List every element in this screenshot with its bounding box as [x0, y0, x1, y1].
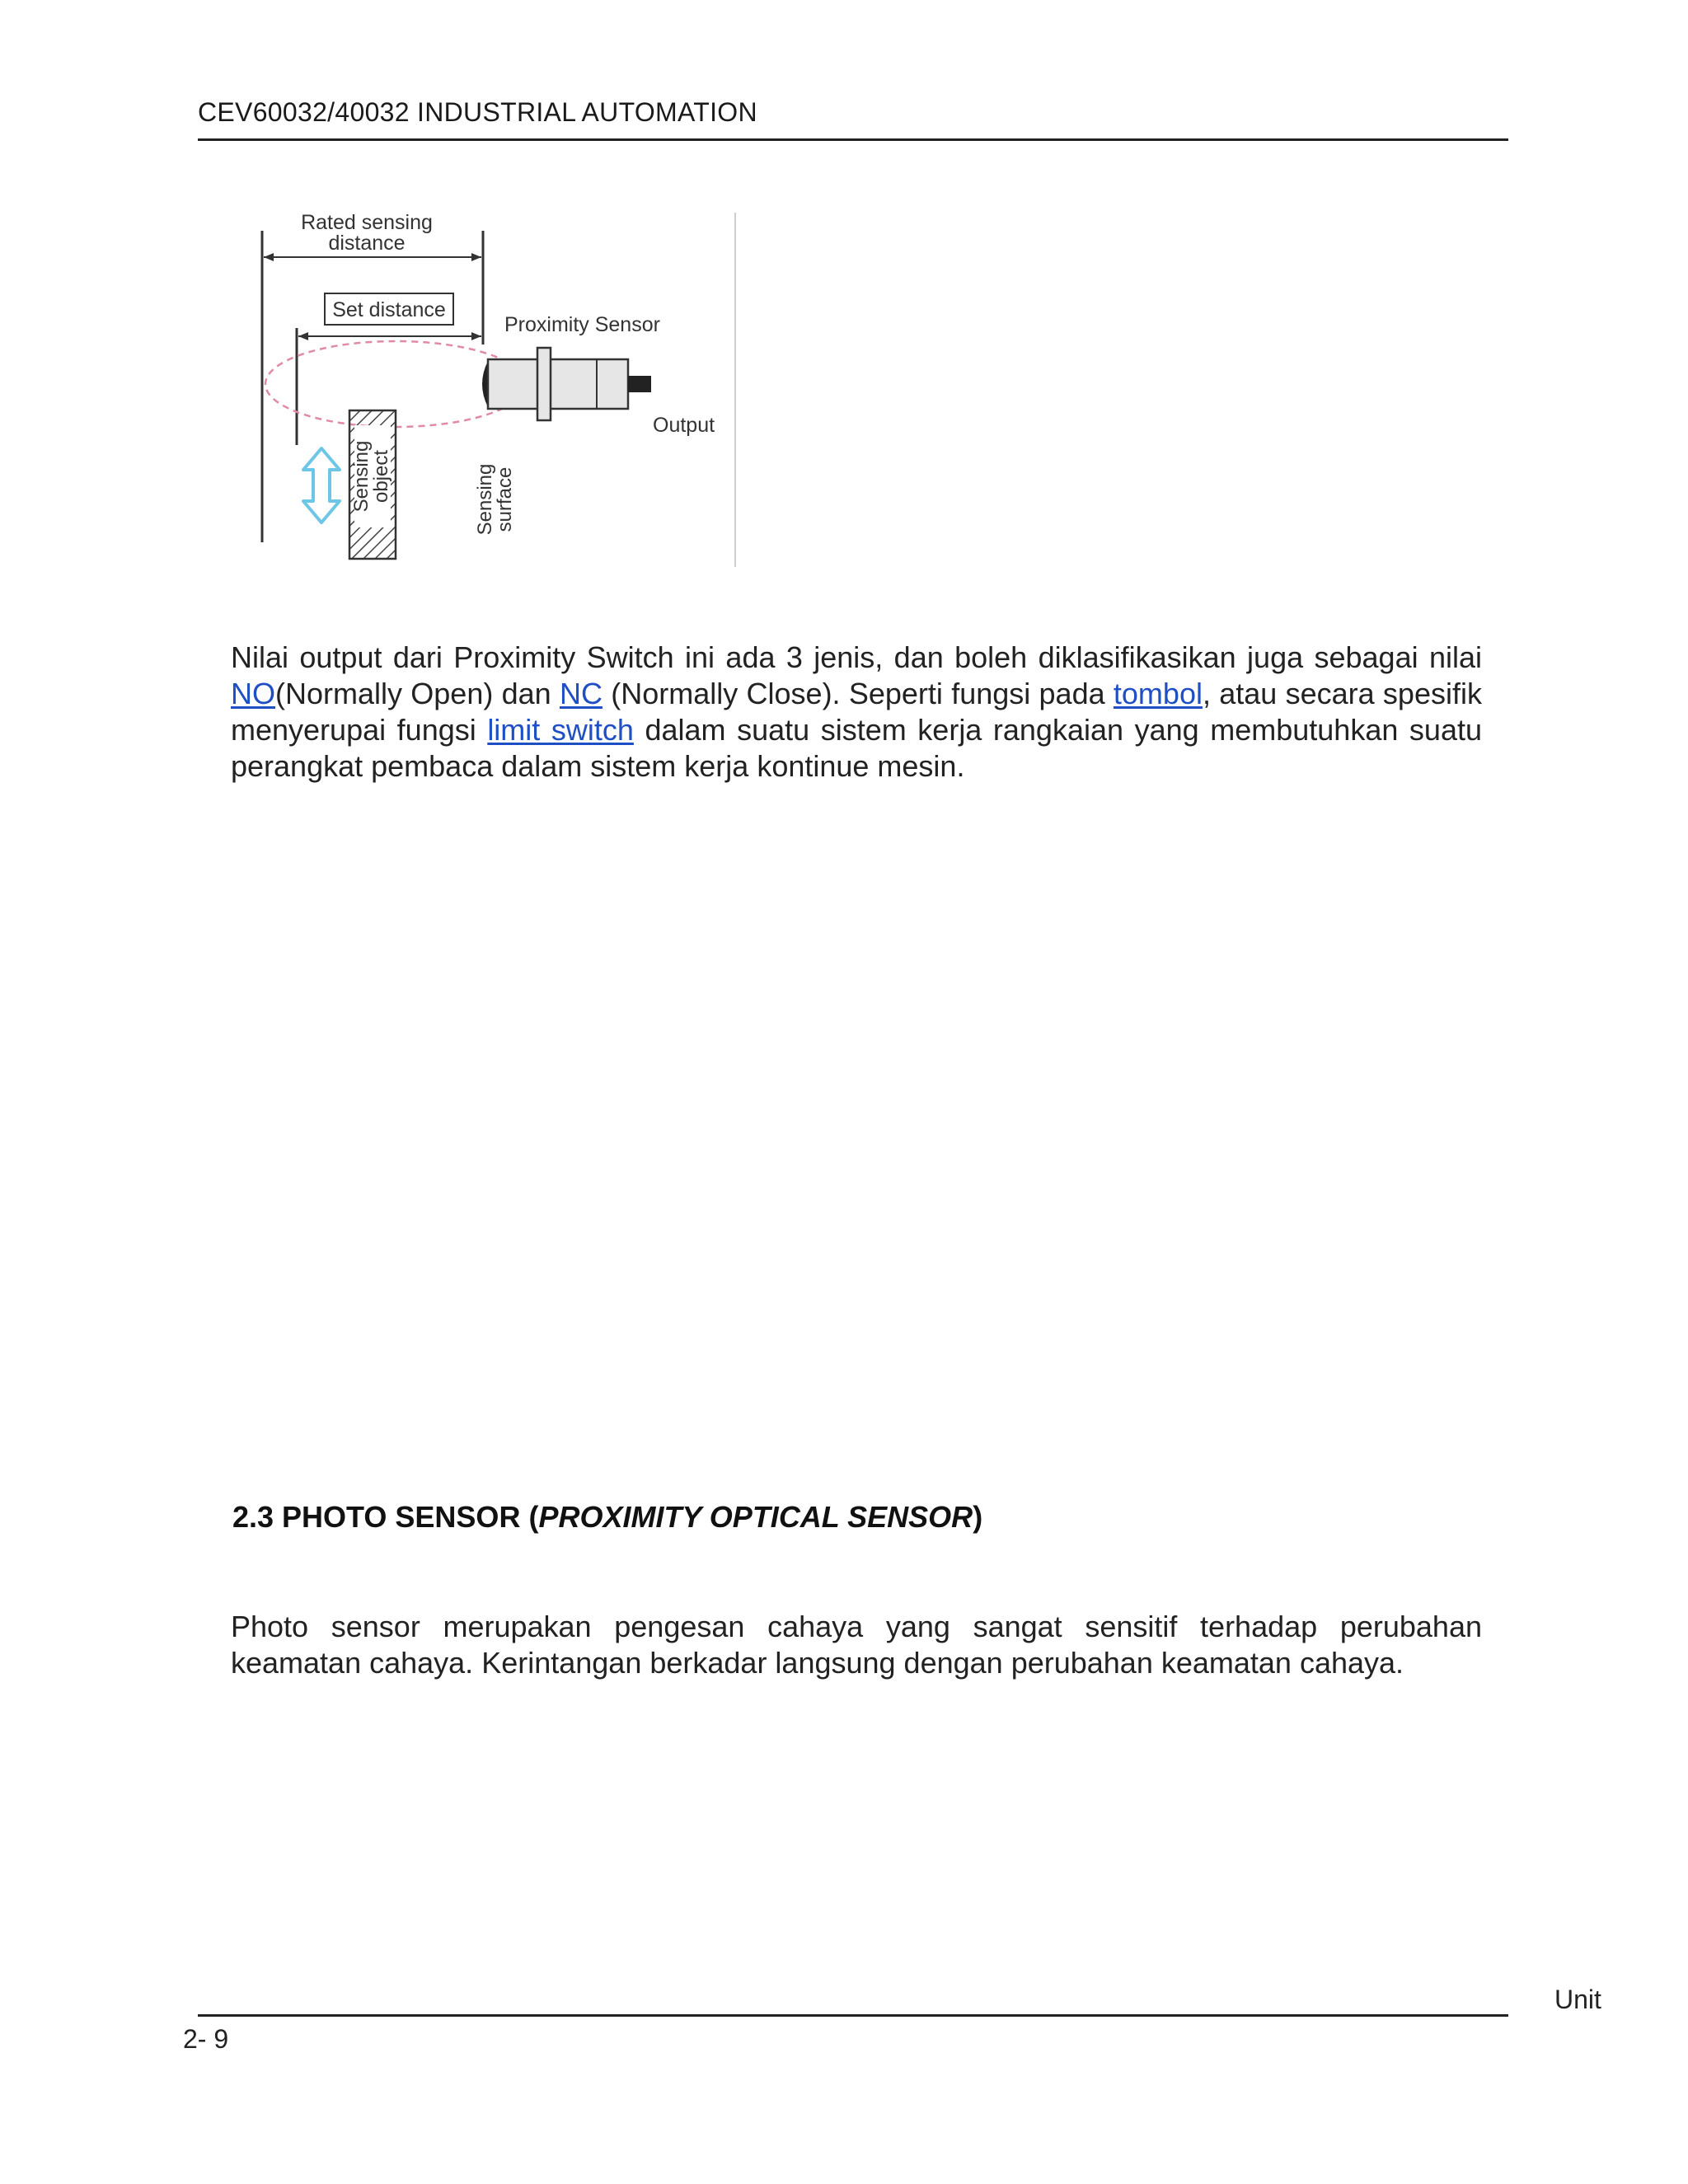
- page-header-title: CEV60032/40032 INDUSTRIAL AUTOMATION: [198, 97, 757, 127]
- paragraph1-text-1: Nilai output dari Proximity Switch ini ada 3 jenis, dan boleh diklasifikasikan juga sebagai nilai: [231, 640, 1482, 674]
- output-label: Output: [653, 414, 715, 437]
- link-tombol[interactable]: tombol: [1113, 677, 1203, 710]
- link-nc[interactable]: NC: [559, 677, 603, 710]
- rated-sensing-label-2: distance: [328, 232, 406, 255]
- heading-italic: PROXIMITY OPTICAL SENSOR: [538, 1500, 973, 1534]
- heading-suffix: ): [973, 1500, 983, 1534]
- proximity-sensor-diagram: [239, 204, 750, 575]
- sensing-surface-label-1: Sensing: [474, 463, 496, 536]
- footer-divider: [198, 2014, 1508, 2017]
- movement-arrow-icon: [303, 448, 340, 523]
- sensing-object-label-1: Sensing: [350, 440, 373, 513]
- footer-page-number: 2- 9: [183, 2024, 229, 2054]
- proximity-sensor-label: Proximity Sensor: [504, 313, 660, 336]
- section-heading-photo-sensor: [232, 1500, 982, 1535]
- sensor-cable: [628, 376, 651, 392]
- paragraph1-text-4: , atau secara spesifik menyerupai fungsi: [231, 677, 1482, 747]
- link-limit-switch[interactable]: limit switch: [487, 713, 634, 747]
- footer-unit-label: Unit: [1554, 1985, 1601, 2014]
- paragraph1-text-3: (Normally Close). Seperti fungsi pada: [602, 677, 1114, 710]
- sensing-surface-label-2: surface: [494, 466, 516, 532]
- set-distance-label: Set distance: [332, 298, 446, 321]
- sensor-nut: [537, 348, 551, 420]
- paragraph-photo-sensor: Photo sensor merupakan pengesan cahaya yang sangat sensitif terhadap perubahan keamatan cahaya. Kerintangan berkadar langsung dengan perubahan keamatan cahaya.: [231, 1610, 1482, 1680]
- diagram-svg: [239, 204, 750, 575]
- rated-sensing-label-1: Rated sensing: [301, 211, 433, 234]
- sensing-object-label-2: object: [370, 449, 392, 504]
- header-divider: [198, 138, 1508, 141]
- paragraph-proximity-output: [231, 640, 1482, 785]
- link-no[interactable]: NO: [231, 677, 275, 710]
- heading-prefix: 2.3 PHOTO SENSOR (: [232, 1500, 539, 1534]
- paragraph1-text-5: dalam suatu sistem kerja rangkaian yang membutuhkan suatu perangkat pembaca dalam sistem kerja kontinue mesin.: [231, 713, 1482, 783]
- sensor-body: [488, 359, 628, 409]
- paragraph1-text-2: (Normally Open) dan: [275, 677, 560, 710]
